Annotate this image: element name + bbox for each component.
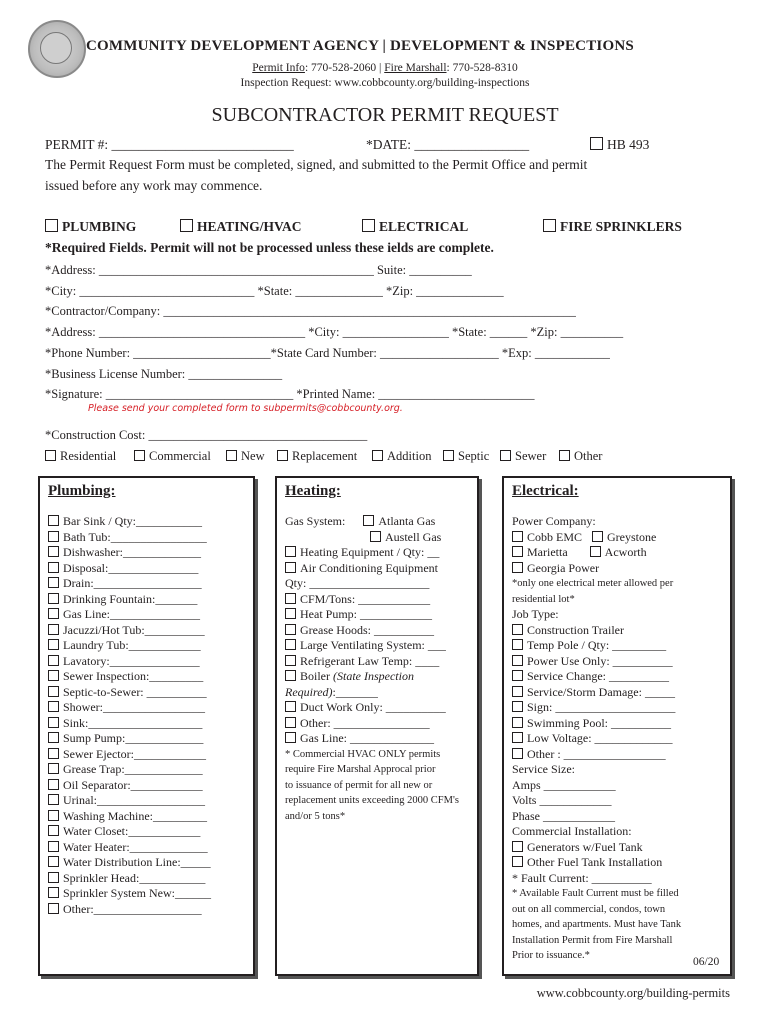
signature-field[interactable]: *Signature: ______________________________ *Printed Name: _________________________ (45, 387, 535, 401)
boiler-note-2: Required) (285, 684, 333, 699)
permit-number-field[interactable]: PERMIT #: ___________________________ (45, 137, 294, 152)
plumbing-item-label: Sewer Inspection:_________ (63, 669, 204, 683)
septic-label: Septic (458, 449, 490, 463)
job-type-item-label: Construction Trailer (527, 622, 625, 637)
heating-item[interactable] (285, 716, 459, 732)
amps-field[interactable]: Amps ____________ (512, 777, 616, 792)
job-type-item-checkbox[interactable] (512, 670, 523, 681)
heating-item-label: Grease Hoods: __________ (300, 622, 434, 637)
boiler-note-row (285, 685, 459, 701)
meter-note-2: residential lot* (512, 593, 575, 605)
job-type-item-label: Low Voltage: _____________ (527, 731, 673, 745)
job-type-item-checkbox[interactable] (512, 639, 523, 650)
plumbing-item-checkbox[interactable] (48, 748, 59, 759)
other-fuel-label: Other Fuel Tank Installation (527, 855, 663, 869)
plumbing-item-checkbox[interactable] (48, 577, 59, 588)
gas-system-row (285, 514, 459, 530)
fire-marshall-link[interactable]: Fire Marshall (384, 62, 447, 74)
ac-equipment-row[interactable] (285, 561, 459, 577)
job-type-item-label: Sign: ____________________ (527, 700, 676, 714)
heating-item-label: Other: ________________ (300, 715, 430, 730)
heating-item-checkbox[interactable] (285, 732, 296, 743)
plumbing-item[interactable] (48, 886, 211, 902)
plumbing-item[interactable] (48, 793, 211, 809)
plumbing-item[interactable] (48, 855, 211, 871)
austell-gas-row[interactable] (285, 530, 459, 546)
heating-equipment-row[interactable] (285, 545, 459, 561)
hb493-option[interactable] (590, 137, 649, 153)
plumbing-item-checkbox[interactable] (48, 639, 59, 650)
plumbing-item[interactable] (48, 607, 211, 623)
plumbing-item[interactable] (48, 778, 211, 794)
phone-field[interactable]: *Phone Number: ______________________*State Card Number: ___________________ *Exp: ____________ (45, 346, 610, 360)
plumbing-item-label: Sewer Ejector:____________ (63, 746, 206, 761)
heating-item[interactable] (285, 623, 459, 639)
addition-label: Addition (387, 449, 432, 463)
plumbing-list (48, 514, 211, 917)
volts-field[interactable]: Volts ____________ (512, 793, 612, 807)
plumbing-item-label: Septic-to-Sewer: __________ (63, 684, 207, 699)
heating-checkbox[interactable] (180, 219, 193, 232)
job-type-item-label: Temp Pole / Qty: _________ (527, 638, 667, 652)
heating-item[interactable] (285, 654, 459, 670)
inspection-request: Inspection Request: www.cobbcounty.org/building-inspections (240, 77, 530, 89)
ac-qty-row[interactable]: Qty: ____________________ (285, 576, 430, 590)
plumbing-item-label: Other:__________________ (63, 901, 202, 916)
heating-item-label: Gas Line: ______________ (300, 731, 434, 745)
heating-item-checkbox[interactable] (285, 655, 296, 666)
job-type-item-checkbox[interactable] (512, 624, 523, 635)
sewer-checkbox[interactable] (500, 450, 511, 461)
plumbing-item-label: Water Heater:_____________ (63, 839, 208, 854)
power-company-label: Power Company: (512, 514, 596, 528)
job-type-item-label: Other : _________________ (527, 746, 666, 761)
replacement-label: Replacement (292, 449, 358, 463)
trade-heating-label: HEATING/HVAC (197, 219, 302, 234)
plumbing-item-label: Laundry Tub:____________ (63, 638, 201, 652)
job-type-item[interactable] (512, 623, 681, 639)
plumbing-item-checkbox[interactable] (48, 872, 59, 883)
plumbing-item-label: Drinking Fountain:_______ (63, 591, 198, 606)
heating-equipment-checkbox[interactable] (285, 546, 296, 557)
plumbing-item[interactable] (48, 716, 211, 732)
heating-item-checkbox[interactable] (285, 608, 296, 619)
fault-current-field[interactable]: * Fault Current: __________ (512, 870, 652, 885)
plumbing-item-label: Oil Separator:____________ (63, 777, 203, 792)
worktype-replacement[interactable] (277, 449, 357, 464)
hvac-note-line: replacement units exceeding 2000 CFM's (285, 795, 459, 806)
plumbing-item-label: Sump Pump:_____________ (63, 731, 204, 745)
marietta-label: Marietta (527, 545, 568, 559)
plumbing-item-checkbox[interactable] (48, 562, 59, 573)
plumbing-item-checkbox[interactable] (48, 810, 59, 821)
contractor-field[interactable]: *Contractor/Company: __________________________________________________________________ (45, 304, 576, 318)
plumbing-item-label: Water Closet:____________ (63, 824, 201, 838)
sewer-label: Sewer (515, 449, 547, 463)
email-note: Please send your completed form to subpermits@cobbcounty.org. (88, 403, 403, 414)
boiler-label: Boiler (300, 669, 333, 683)
heating-equipment-label: Heating Equipment / Qty: __ (300, 545, 440, 559)
fault-note-line: out on all commercial, condos, town (512, 903, 666, 915)
heating-item[interactable] (285, 638, 459, 654)
plumbing-item-label: Bar Sink / Qty:___________ (63, 514, 203, 528)
heating-item[interactable] (285, 592, 459, 608)
hvac-note-line: and/or 5 tons* (285, 810, 346, 822)
plumbing-item[interactable] (48, 576, 211, 592)
trade-electrical[interactable] (362, 219, 468, 235)
plumbing-item-label: Bath Tub:________________ (63, 529, 207, 544)
plumbing-item-checkbox[interactable] (48, 593, 59, 604)
acworth-checkbox[interactable] (590, 546, 601, 557)
boiler-row[interactable] (285, 669, 459, 685)
hb493-label: HB 493 (607, 137, 650, 152)
job-type-item[interactable] (512, 638, 681, 654)
job-type-item[interactable] (512, 747, 681, 763)
ac-equipment-label: Air Conditioning Equipment (300, 560, 438, 575)
austell-gas-checkbox[interactable] (370, 531, 381, 542)
contact-line (0, 62, 770, 74)
plumbing-item-label: Sprinkler Head:___________ (63, 870, 206, 885)
footer-url[interactable]: www.cobbcounty.org/building-permits (536, 986, 730, 1000)
heating-item-label: CFM/Tons: ____________ (300, 591, 431, 606)
plumbing-item[interactable] (48, 654, 211, 670)
heating-item-label: Refrigerant Law Temp: ____ (300, 653, 440, 668)
job-type-item[interactable] (512, 731, 681, 747)
job-type-item[interactable] (512, 716, 681, 732)
georgia-power-row[interactable] (512, 561, 681, 577)
plumbing-item-checkbox[interactable] (48, 531, 59, 542)
replacement-checkbox[interactable] (277, 450, 288, 461)
job-type-label: Job Type: (512, 607, 559, 621)
plumbing-item[interactable] (48, 824, 211, 840)
plumbing-item[interactable] (48, 514, 211, 530)
plumbing-item-checkbox[interactable] (48, 763, 59, 774)
phase-field[interactable]: Phase ____________ (512, 808, 615, 823)
county-seal-center (40, 32, 72, 64)
georgia-power-checkbox[interactable] (512, 562, 523, 573)
marietta-checkbox[interactable] (512, 546, 523, 557)
worktype-sewer[interactable] (500, 449, 546, 464)
plumbing-item-label: Sprinkler System New:______ (63, 886, 211, 900)
plumbing-item-checkbox[interactable] (48, 670, 59, 681)
plumbing-item-label: Gas Line:_______________ (63, 607, 200, 621)
plumbing-item[interactable] (48, 700, 211, 716)
acworth-label: Acworth (604, 545, 647, 559)
trade-fire-sprinklers[interactable] (543, 219, 682, 235)
plumbing-item-checkbox[interactable] (48, 608, 59, 619)
heating-item[interactable] (285, 607, 459, 623)
trade-fire-sprinklers-label: FIRE SPRINKLERS (560, 219, 682, 234)
electrical-heading: Electrical: (512, 483, 579, 499)
plumbing-item[interactable] (48, 545, 211, 561)
service-size-label: Service Size: (512, 762, 575, 776)
heating-item-label: Duct Work Only: __________ (300, 700, 446, 714)
other-fuel-checkbox[interactable] (512, 856, 523, 867)
other-fuel-row[interactable] (512, 855, 681, 871)
job-type-item[interactable] (512, 700, 681, 716)
fault-note-line: Prior to issuance.* (512, 950, 590, 961)
job-type-item-checkbox[interactable] (512, 748, 523, 759)
job-type-item-label: Swimming Pool: __________ (527, 715, 672, 730)
plumbing-item-checkbox[interactable] (48, 732, 59, 743)
plumbing-heading: Plumbing: (48, 483, 116, 499)
construction-cost-field[interactable]: *Construction Cost: ___________________________________ (45, 428, 368, 442)
hvac-note-line: * Commercial HVAC ONLY permits (285, 748, 441, 760)
job-type-item-checkbox[interactable] (512, 732, 523, 743)
job-type-item-label: Service Change: __________ (527, 669, 669, 683)
plumbing-item-label: Dishwasher:_____________ (63, 545, 201, 559)
georgia-power-label: Georgia Power (527, 560, 600, 575)
addition-checkbox[interactable] (372, 450, 383, 461)
agency-title: COMMUNITY DEVELOPMENT AGENCY | DEVELOPMENT & INSPECTIONS (86, 38, 634, 54)
residential-checkbox[interactable] (45, 450, 56, 461)
other-label: Other (574, 449, 603, 463)
gas-system-label: Gas System: (285, 514, 346, 528)
plumbing-item-checkbox[interactable] (48, 856, 59, 867)
plumbing-item[interactable] (48, 685, 211, 701)
job-type-item[interactable] (512, 685, 681, 701)
plumbing-item-label: Washing Machine:_________ (63, 808, 208, 823)
plumbing-item[interactable] (48, 731, 211, 747)
plumbing-item[interactable] (48, 592, 211, 608)
new-label: New (241, 449, 265, 463)
job-type-item-checkbox[interactable] (512, 686, 523, 697)
new-checkbox[interactable] (226, 450, 237, 461)
business-license-field[interactable]: *Business License Number: _______________ (45, 367, 283, 381)
plumbing-item-label: Sink:___________________ (63, 715, 203, 730)
plumbing-item[interactable] (48, 809, 211, 825)
plumbing-item[interactable] (48, 871, 211, 887)
plumbing-item-checkbox[interactable] (48, 794, 59, 805)
greystone-label: Greystone (607, 529, 657, 544)
cobb-emc-label: Cobb EMC (527, 529, 583, 544)
atlanta-gas-label: Atlanta Gas (378, 514, 436, 528)
commercial-label: Commercial (149, 449, 211, 463)
fault-note-line: Installation Permit from Fire Marshall (512, 934, 673, 946)
job-type-item[interactable] (512, 654, 681, 670)
power-company-row-2 (512, 545, 681, 561)
worktype-residential[interactable] (45, 449, 116, 464)
heating-item-label: Heat Pump: ____________ (300, 607, 432, 621)
plumbing-item-checkbox[interactable] (48, 841, 59, 852)
boiler-note-1: (State Inspection (333, 669, 414, 683)
ac-equipment-checkbox[interactable] (285, 562, 296, 573)
job-type-item-label: Power Use Only: __________ (527, 653, 673, 668)
trade-plumbing-label: PLUMBING (62, 219, 137, 234)
plumbing-item-checkbox[interactable] (48, 686, 59, 697)
city-state-zip-field[interactable]: *City: ____________________________ *State: ______________ *Zip: ______________ (45, 284, 504, 298)
worktype-addition[interactable] (372, 449, 431, 464)
electrical-checkbox[interactable] (362, 219, 375, 232)
permit-info-link[interactable]: Permit Info (252, 62, 305, 74)
generators-checkbox[interactable] (512, 841, 523, 852)
worktype-new[interactable] (226, 449, 265, 464)
address-field[interactable]: *Address: ____________________________________________ Suite: __________ (45, 263, 472, 277)
job-type-item[interactable] (512, 669, 681, 685)
atlanta-gas-checkbox[interactable] (363, 515, 374, 526)
plumbing-item-label: Drain:__________________ (63, 576, 202, 590)
heating-heading: Heating: (285, 483, 341, 499)
plumbing-item[interactable] (48, 747, 211, 763)
heating-item-checkbox[interactable] (285, 593, 296, 604)
hvac-note-line: require Fire Marshal Approcal prior (285, 764, 436, 775)
heating-item-checkbox[interactable] (285, 639, 296, 650)
permit-info-phone: : 770-528-2060 | (304, 62, 385, 74)
plumbing-item[interactable] (48, 840, 211, 856)
power-company-row-1 (512, 530, 681, 546)
date-field[interactable]: *DATE: _________________ (366, 137, 530, 152)
plumbing-item-checkbox[interactable] (48, 717, 59, 728)
fault-note-line: * Available Fault Current must be filled (512, 888, 679, 899)
fault-note-line: homes, and apartments. Must have Tank (512, 919, 682, 930)
hb493-checkbox[interactable] (590, 137, 603, 150)
plumbing-item-label: Disposal:_______________ (63, 560, 199, 575)
intro-line-1: The Permit Request Form must be completed, signed, and submitted to the Permit Office and permit (45, 157, 588, 172)
residential-label: Residential (60, 449, 117, 463)
heating-item-label: Large Ventilating System: ___ (300, 638, 446, 652)
heating-item[interactable] (285, 700, 459, 716)
hvac-note-line: to issuance of permit for all new or (285, 779, 433, 791)
worktype-other[interactable] (559, 449, 602, 464)
plumbing-checkbox[interactable] (45, 219, 58, 232)
plumbing-item[interactable] (48, 762, 211, 778)
heating-item-checkbox[interactable] (285, 717, 296, 728)
plumbing-item-label: Jacuzzi/Hot Tub:__________ (63, 622, 205, 637)
plumbing-item[interactable] (48, 623, 211, 639)
generators-row[interactable] (512, 840, 681, 856)
plumbing-item-checkbox[interactable] (48, 825, 59, 836)
worktype-septic[interactable] (443, 449, 489, 464)
fire-marshall-phone: : 770-528-8310 (446, 62, 518, 74)
plumbing-item-label: Water Distribution Line:_____ (63, 855, 211, 869)
trade-electrical-label: ELECTRICAL (379, 219, 469, 234)
boiler-checkbox[interactable] (285, 670, 296, 681)
austell-gas-label: Austell Gas (385, 529, 442, 544)
heating-item-checkbox[interactable] (285, 701, 296, 712)
fire-sprinklers-checkbox[interactable] (543, 219, 556, 232)
plumbing-item[interactable] (48, 638, 211, 654)
greystone-checkbox[interactable] (592, 531, 603, 542)
heating-list (285, 514, 459, 824)
contractor-address-field[interactable]: *Address: _________________________________ *City: _________________ *State: ______ *Zip: __________ (45, 325, 624, 339)
plumbing-item-checkbox[interactable] (48, 779, 59, 790)
plumbing-item-label: Lavatory:_______________ (63, 653, 200, 668)
plumbing-item[interactable] (48, 530, 211, 546)
plumbing-item-label: Urinal:__________________ (63, 793, 205, 807)
form-title: SUBCONTRACTOR PERMIT REQUEST (211, 104, 559, 126)
plumbing-item[interactable] (48, 561, 211, 577)
septic-checkbox[interactable] (443, 450, 454, 461)
plumbing-item-checkbox[interactable] (48, 515, 59, 526)
plumbing-item-label: Shower:_________________ (63, 700, 205, 714)
job-type-item-label: Service/Storm Damage: _____ (527, 684, 675, 699)
heating-item-checkbox[interactable] (285, 624, 296, 635)
heating-item[interactable] (285, 731, 459, 747)
commercial-checkbox[interactable] (134, 450, 145, 461)
other-checkbox[interactable] (559, 450, 570, 461)
trade-heating[interactable] (180, 219, 302, 235)
trade-plumbing[interactable] (45, 219, 136, 235)
meter-note-1: *only one electrical meter allowed per (512, 578, 674, 589)
job-type-item-checkbox[interactable] (512, 655, 523, 666)
plumbing-item-label: Grease Trap:_____________ (63, 762, 203, 776)
electrical-list (512, 514, 681, 964)
cobb-emc-checkbox[interactable] (512, 531, 523, 542)
generators-label: Generators w/Fuel Tank (527, 839, 643, 854)
plumbing-item[interactable] (48, 902, 211, 918)
plumbing-item-checkbox[interactable] (48, 546, 59, 557)
revision-date: 06/20 (693, 956, 720, 968)
job-type-item-checkbox[interactable] (512, 717, 523, 728)
job-type-item-checkbox[interactable] (512, 701, 523, 712)
boiler-note-tail: :_______ (332, 684, 378, 699)
plumbing-item-checkbox[interactable] (48, 701, 59, 712)
plumbing-item-checkbox[interactable] (48, 887, 59, 898)
commercial-installation-label: Commercial Installation: (512, 824, 632, 838)
plumbing-item-checkbox[interactable] (48, 655, 59, 666)
intro-line-2: issued before any work may commence. (45, 178, 263, 193)
required-note: *Required Fields. Permit will not be processed unless these ields are complete. (45, 240, 494, 255)
plumbing-item[interactable] (48, 669, 211, 685)
worktype-commercial[interactable] (134, 449, 211, 464)
plumbing-item-checkbox[interactable] (48, 903, 59, 914)
plumbing-item-checkbox[interactable] (48, 624, 59, 635)
